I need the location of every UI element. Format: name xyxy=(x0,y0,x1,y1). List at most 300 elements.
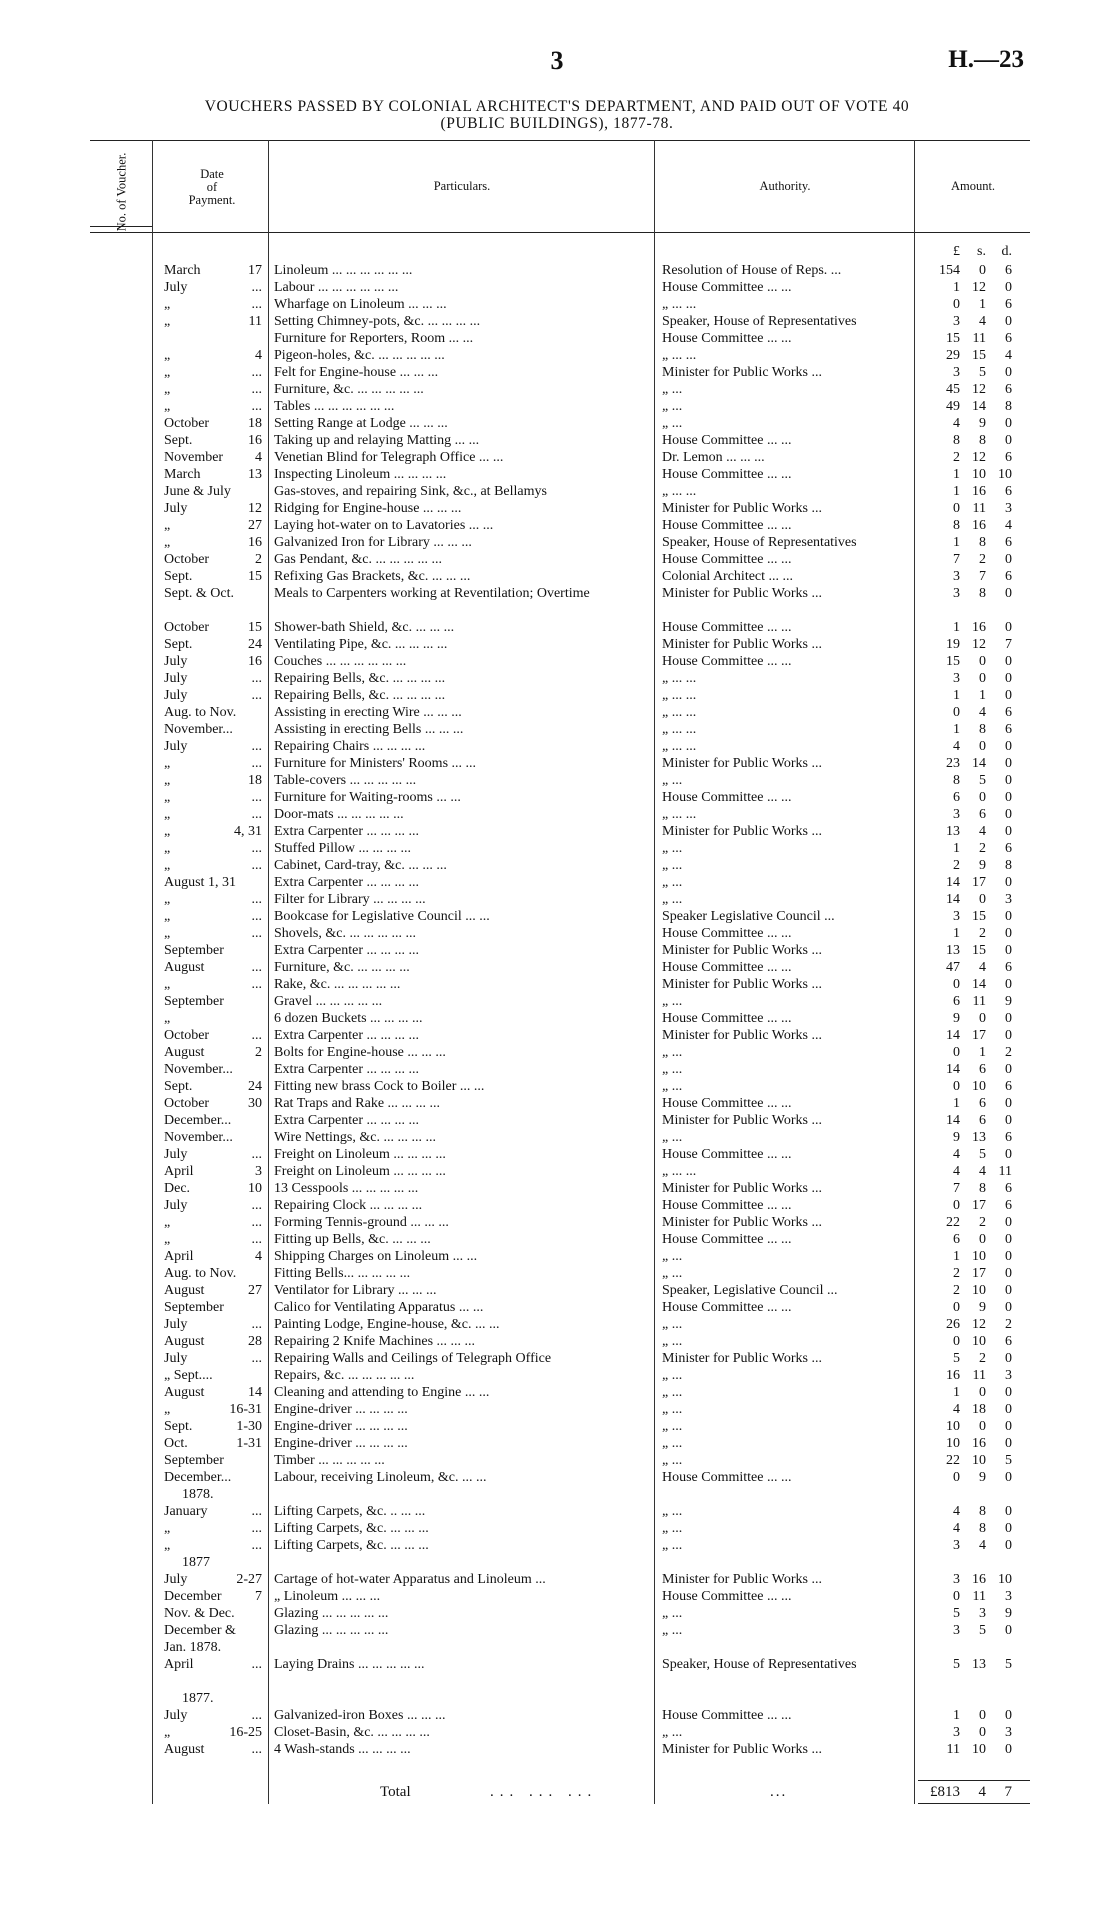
voucher-row xyxy=(0,296,1114,313)
amount-shillings: 10 xyxy=(972,1453,986,1468)
payment-month: Aug. to Nov. xyxy=(164,1266,237,1281)
voucher-row xyxy=(0,330,1114,347)
voucher-row xyxy=(0,670,1114,687)
particulars: Fitting new brass Cock to Boiler ... ... xyxy=(274,1079,485,1094)
amount-shillings: 10 xyxy=(972,1742,986,1757)
particulars: Ventilating Pipe, &c. ... ... ... ... xyxy=(274,637,448,652)
voucher-row xyxy=(0,534,1114,551)
particulars: 4 Wash-stands ... ... ... ... xyxy=(274,1742,411,1757)
amount-pence: 0 xyxy=(1005,1147,1012,1162)
particulars: Freight on Linoleum ... ... ... ... xyxy=(274,1164,446,1179)
amount-pence: 6 xyxy=(1005,535,1012,550)
authority: „ ... xyxy=(662,1725,683,1740)
payment-month: December... xyxy=(164,1113,232,1128)
authority: Colonial Architect ... ... xyxy=(662,569,794,584)
authority: „ ... xyxy=(662,1402,683,1417)
payment-month: December & xyxy=(164,1623,236,1638)
voucher-row xyxy=(0,908,1114,925)
amount-pounds: 4 xyxy=(953,416,960,431)
amount-pence: 0 xyxy=(1005,1402,1012,1417)
authority: „ ... xyxy=(662,858,683,873)
voucher-table-body xyxy=(0,262,1114,1758)
authority: Minister for Public Works ... xyxy=(662,637,822,652)
authority: Minister for Public Works ... xyxy=(662,756,822,771)
particulars: 13 Cesspools ... ... ... ... ... xyxy=(274,1181,419,1196)
amount-pence: 0 xyxy=(1005,365,1012,380)
amount-pounds: 4 xyxy=(953,1147,960,1162)
particulars: Repairing Bells, &c. ... ... ... ... xyxy=(274,671,446,686)
particulars: Table-covers ... ... ... ... ... xyxy=(274,773,417,788)
payment-month: „ xyxy=(164,773,171,788)
particulars: Bookcase for Legislative Council ... ... xyxy=(274,909,490,924)
amount-pence: 2 xyxy=(1005,1045,1012,1060)
authority: House Committee ... ... xyxy=(662,1232,792,1247)
amount-pounds: 3 xyxy=(953,1538,960,1553)
payment-month: July xyxy=(164,280,188,295)
voucher-row xyxy=(0,1333,1114,1350)
payment-month: „ xyxy=(164,807,171,822)
amount-pence: 6 xyxy=(1005,382,1012,397)
authority: „ ... xyxy=(662,1504,683,1519)
particulars: Extra Carpenter ... ... ... ... xyxy=(274,875,420,890)
authority: Speaker Legislative Council ... xyxy=(662,909,835,924)
amount-pounds: 14 xyxy=(946,1028,960,1043)
payment-day: 3 xyxy=(255,1164,262,1179)
payment-month: „ xyxy=(164,977,171,992)
amount-pence: 10 xyxy=(998,467,1012,482)
payment-month: November... xyxy=(164,1130,233,1145)
amount-pounds: 49 xyxy=(946,399,960,414)
amount-pence: 0 xyxy=(1005,1249,1012,1264)
voucher-row xyxy=(0,1520,1114,1537)
amount-pounds: 0 xyxy=(953,1079,960,1094)
amount-shillings: 6 xyxy=(979,1113,986,1128)
amount-pounds: 14 xyxy=(946,1113,960,1128)
amount-shillings: 12 xyxy=(972,280,986,295)
amount-pence: 6 xyxy=(1005,450,1012,465)
payment-day: ... xyxy=(251,790,262,805)
amount-pounds: 3 xyxy=(953,671,960,686)
voucher-row xyxy=(0,721,1114,738)
particulars: 6 dozen Buckets ... ... ... ... xyxy=(274,1011,423,1026)
voucher-row xyxy=(0,653,1114,670)
particulars: Rake, &c. ... ... ... ... ... xyxy=(274,977,401,992)
payment-month: „ xyxy=(164,1402,171,1417)
voucher-row xyxy=(0,1401,1114,1418)
payment-month: August xyxy=(164,1334,205,1349)
amount-pounds: 4 xyxy=(953,1164,960,1179)
amount-pence: 0 xyxy=(1005,1470,1012,1485)
voucher-row xyxy=(0,1316,1114,1333)
amount-pence: 0 xyxy=(1005,1351,1012,1366)
voucher-row xyxy=(0,1163,1114,1180)
amount-pounds: 3 xyxy=(953,314,960,329)
total-row xyxy=(0,1784,1114,1804)
payment-month: October xyxy=(164,1096,210,1111)
payment-month: 1878. xyxy=(182,1487,214,1502)
voucher-row xyxy=(0,313,1114,330)
amount-shillings: 10 xyxy=(972,1079,986,1094)
amount-pounds: 0 xyxy=(953,1334,960,1349)
authority: House Committee ... ... xyxy=(662,1470,792,1485)
voucher-row xyxy=(0,806,1114,823)
authority: House Committee ... ... xyxy=(662,790,792,805)
particulars: Furniture for Waiting-rooms ... ... xyxy=(274,790,461,805)
authority: House Committee ... ... xyxy=(662,518,792,533)
payment-month: „ xyxy=(164,1215,171,1230)
amount-pence: 6 xyxy=(1005,705,1012,720)
authority: House Committee ... ... xyxy=(662,620,792,635)
amount-pounds: 8 xyxy=(953,773,960,788)
amount-pence: 0 xyxy=(1005,620,1012,635)
date-column-header: Date of Payment. xyxy=(188,167,236,207)
payment-month: Sept. xyxy=(164,569,193,584)
payment-day: ... xyxy=(251,926,262,941)
voucher-row xyxy=(0,432,1114,449)
amount-pounds: 22 xyxy=(946,1215,960,1230)
voucher-row xyxy=(0,636,1114,653)
payment-month: Sept. & Oct. xyxy=(164,586,234,601)
authority: „ ... xyxy=(662,1249,683,1264)
particulars: Stuffed Pillow ... ... ... ... xyxy=(274,841,412,856)
amount-pounds: 0 xyxy=(953,1589,960,1604)
voucher-row xyxy=(0,1724,1114,1741)
voucher-row xyxy=(0,840,1114,857)
amount-pounds: 1 xyxy=(953,722,960,737)
payment-day: ... xyxy=(251,1028,262,1043)
amount-pounds: 6 xyxy=(953,994,960,1009)
payment-month: September xyxy=(164,1300,224,1315)
amount-shillings: 17 xyxy=(972,1266,986,1281)
amount-pence: 9 xyxy=(1005,994,1012,1009)
particulars: Extra Carpenter ... ... ... ... xyxy=(274,1062,420,1077)
payment-day: 4, 31 xyxy=(234,824,262,839)
amount-pounds: 2 xyxy=(953,858,960,873)
amount-pence: 0 xyxy=(1005,671,1012,686)
authority: House Committee ... ... xyxy=(662,467,792,482)
particulars: Lifting Carpets, &c. ... ... ... xyxy=(274,1521,429,1536)
amount-shillings: 14 xyxy=(972,977,986,992)
payment-month: „ xyxy=(164,1521,171,1536)
authority: Minister for Public Works ... xyxy=(662,1181,822,1196)
amount-pence: 6 xyxy=(1005,263,1012,278)
authority: House Committee ... ... xyxy=(662,1300,792,1315)
amount-shillings: 8 xyxy=(979,433,986,448)
voucher-row xyxy=(0,942,1114,959)
payment-day: ... xyxy=(251,1317,262,1332)
title-line-1: VOUCHERS PASSED BY COLONIAL ARCHITECT'S DEPARTMENT, AND PAID OUT OF VOTE 40 xyxy=(204,98,910,115)
authority: „ ... xyxy=(662,382,683,397)
amount-pence: 0 xyxy=(1005,1538,1012,1553)
particulars: Repairing Clock ... ... ... ... xyxy=(274,1198,423,1213)
amount-shillings: 8 xyxy=(979,1521,986,1536)
amount-shillings: 0 xyxy=(979,1232,986,1247)
authority: Minister for Public Works ... xyxy=(662,1028,822,1043)
amount-shillings: 11 xyxy=(972,1589,986,1604)
payment-day: 28 xyxy=(248,1334,262,1349)
payment-month: December... xyxy=(164,1470,232,1485)
voucher-row xyxy=(0,1588,1114,1605)
payment-day: 14 xyxy=(248,1385,262,1400)
particulars: Painting Lodge, Engine-house, &c. ... ... xyxy=(274,1317,500,1332)
particulars: Ridging for Engine-house ... ... ... xyxy=(274,501,462,516)
authority: „ ... xyxy=(662,1623,683,1638)
payment-month: July xyxy=(164,739,188,754)
payment-month: July xyxy=(164,1317,188,1332)
amount-pounds: 0 xyxy=(953,705,960,720)
amount-shillings: 0 xyxy=(979,1385,986,1400)
amount-pence: 0 xyxy=(1005,1232,1012,1247)
payment-month: Oct. xyxy=(164,1436,188,1451)
voucher-row xyxy=(0,1010,1114,1027)
voucher-row xyxy=(0,1282,1114,1299)
particulars: Filter for Library ... ... ... ... xyxy=(274,892,426,907)
amount-shillings: 9 xyxy=(979,1470,986,1485)
payment-month: July xyxy=(164,671,188,686)
amount-pounds: 1 xyxy=(953,1096,960,1111)
payment-month: October xyxy=(164,1028,210,1043)
payment-month: „ xyxy=(164,535,171,550)
amount-shillings: 15 xyxy=(972,909,986,924)
authority: Minister for Public Works ... xyxy=(662,824,822,839)
particulars: Furniture for Reporters, Room ... ... xyxy=(274,331,474,346)
amount-pence: 6 xyxy=(1005,569,1012,584)
amount-pounds: 5 xyxy=(953,1657,960,1672)
amount-shillings: 5 xyxy=(979,773,986,788)
authority: „ ... ... xyxy=(662,688,697,703)
amount-shillings: 5 xyxy=(979,1623,986,1638)
voucher-row xyxy=(0,551,1114,568)
authority: „ ... ... xyxy=(662,484,697,499)
authority: „ ... ... xyxy=(662,1164,697,1179)
amount-shillings: 6 xyxy=(979,1062,986,1077)
amount-shillings: 8 xyxy=(979,1181,986,1196)
amount-shillings: 4 xyxy=(979,824,986,839)
payment-day: ... xyxy=(251,365,262,380)
amount-pence: 5 xyxy=(1005,1453,1012,1468)
payment-day: ... xyxy=(251,1351,262,1366)
payment-day: 16-31 xyxy=(229,1402,262,1417)
payment-day: ... xyxy=(251,1708,262,1723)
amount-pounds: 9 xyxy=(953,1130,960,1145)
particulars: Felt for Engine-house ... ... ... xyxy=(274,365,439,380)
particulars: Furniture for Ministers' Rooms ... ... xyxy=(274,756,477,771)
particulars: Fitting up Bells, &c. ... ... ... xyxy=(274,1232,431,1247)
authority: „ ... xyxy=(662,994,683,1009)
header-top-rule xyxy=(90,140,1030,141)
amount-pence: 0 xyxy=(1005,977,1012,992)
payment-month: Nov. & Dec. xyxy=(164,1606,235,1621)
amount-pence: 0 xyxy=(1005,926,1012,941)
payment-month: „ xyxy=(164,365,171,380)
authority: Minister for Public Works ... xyxy=(662,1215,822,1230)
amount-shillings: 9 xyxy=(979,1300,986,1315)
amount-pounds: 47 xyxy=(946,960,960,975)
authority: „ ... xyxy=(662,1385,683,1400)
amount-pounds: 2 xyxy=(953,1266,960,1281)
amount-shillings: 0 xyxy=(979,1708,986,1723)
voucher-row xyxy=(0,1248,1114,1265)
amount-pounds: 2 xyxy=(953,450,960,465)
payment-month: „ xyxy=(164,518,171,533)
payment-month: July xyxy=(164,1351,188,1366)
voucher-row xyxy=(0,925,1114,942)
voucher-row xyxy=(0,687,1114,704)
amount-shillings: 10 xyxy=(972,467,986,482)
amount-pence: 0 xyxy=(1005,1266,1012,1281)
amount-pence: 4 xyxy=(1005,348,1012,363)
payment-month: April xyxy=(164,1249,194,1264)
payment-month: Aug. to Nov. xyxy=(164,705,237,720)
authority: „ ... xyxy=(662,1606,683,1621)
total-pounds: £813 xyxy=(930,1784,960,1800)
amount-pounds: 19 xyxy=(946,637,960,652)
payment-day: 16-25 xyxy=(229,1725,262,1740)
payment-month: October xyxy=(164,552,210,567)
payment-day: 18 xyxy=(248,416,262,431)
amount-pence: 6 xyxy=(1005,1130,1012,1145)
amount-pounds: 7 xyxy=(953,1181,960,1196)
particulars: Taking up and relaying Matting ... ... xyxy=(274,433,480,448)
voucher-row xyxy=(0,381,1114,398)
particulars: Couches ... ... ... ... ... ... xyxy=(274,654,407,669)
payment-month: January xyxy=(164,1504,208,1519)
particulars: Lifting Carpets, &c. ... ... ... xyxy=(274,1538,429,1553)
amount-shillings: 0 xyxy=(979,1725,986,1740)
amount-pence: 3 xyxy=(1005,501,1012,516)
voucher-row xyxy=(0,1027,1114,1044)
voucher-row xyxy=(0,262,1114,279)
payment-day: 4 xyxy=(255,450,262,465)
voucher-row xyxy=(0,755,1114,772)
amount-pence: 0 xyxy=(1005,1096,1012,1111)
voucher-row xyxy=(0,1605,1114,1622)
payment-month: „ xyxy=(164,841,171,856)
amount-pence: 0 xyxy=(1005,1215,1012,1230)
authority: „ ... ... xyxy=(662,722,697,737)
amount-pence: 6 xyxy=(1005,484,1012,499)
amount-shillings: 6 xyxy=(979,807,986,822)
amount-pounds: 14 xyxy=(946,875,960,890)
particulars: Furniture, &c. ... ... ... ... xyxy=(274,960,410,975)
amount-pence: 3 xyxy=(1005,1589,1012,1604)
amount-pounds: 4 xyxy=(953,739,960,754)
amount-pence: 6 xyxy=(1005,331,1012,346)
amount-pence: 0 xyxy=(1005,1385,1012,1400)
amount-shillings: 0 xyxy=(979,263,986,278)
amount-pounds: 22 xyxy=(946,1453,960,1468)
amount-pence: 0 xyxy=(1005,773,1012,788)
particulars: Extra Carpenter ... ... ... ... xyxy=(274,824,420,839)
payment-day: ... xyxy=(251,1232,262,1247)
amount-pence: 0 xyxy=(1005,654,1012,669)
voucher-row xyxy=(0,1452,1114,1469)
amount-pence: 8 xyxy=(1005,858,1012,873)
series-number: H.—23 xyxy=(948,46,1024,73)
particulars: Gas Pendant, &c. ... ... ... ... ... xyxy=(274,552,442,567)
amount-pence: 0 xyxy=(1005,1028,1012,1043)
amount-pounds: 1 xyxy=(953,535,960,550)
authority: „ ... xyxy=(662,416,683,431)
voucher-row xyxy=(0,483,1114,500)
authority: „ ... xyxy=(662,1453,683,1468)
page-number: 3 xyxy=(550,46,564,75)
amount-shillings: 3 xyxy=(979,1606,986,1621)
amount-pence: 0 xyxy=(1005,875,1012,890)
amount-pounds: 14 xyxy=(946,892,960,907)
particulars: Shovels, &c. ... ... ... ... ... xyxy=(274,926,416,941)
authority: Minister for Public Works ... xyxy=(662,943,822,958)
amount-shillings: 17 xyxy=(972,1198,986,1213)
particulars: Labour ... ... ... ... ... ... xyxy=(274,280,399,295)
authority: „ ... ... xyxy=(662,705,697,720)
amount-pounds: 4 xyxy=(953,1504,960,1519)
particulars: Engine-driver ... ... ... ... xyxy=(274,1436,408,1451)
amount-pence: 11 xyxy=(998,1164,1012,1179)
amount-pounds: 0 xyxy=(953,1045,960,1060)
amount-shillings: 8 xyxy=(979,535,986,550)
particulars: Ventilator for Library ... ... ... xyxy=(274,1283,437,1298)
payment-month: August xyxy=(164,960,205,975)
authority: „ ... ... xyxy=(662,348,697,363)
authority: „ ... xyxy=(662,875,683,890)
voucher-row xyxy=(0,1078,1114,1095)
voucher-row xyxy=(0,1622,1114,1639)
particulars: Repairing Chairs ... ... ... ... xyxy=(274,739,426,754)
amount-pence: 6 xyxy=(1005,1181,1012,1196)
payment-day: 24 xyxy=(248,637,262,652)
voucher-column-header: No. of Voucher. xyxy=(114,152,129,232)
voucher-row xyxy=(0,772,1114,789)
amount-pence: 6 xyxy=(1005,1198,1012,1213)
authority: „ ... xyxy=(662,399,683,414)
authority: Minister for Public Works ... xyxy=(662,365,822,380)
voucher-row xyxy=(0,1554,1114,1571)
particulars: Rat Traps and Rake ... ... ... ... xyxy=(274,1096,441,1111)
amount-pence: 0 xyxy=(1005,688,1012,703)
amount-pence: 6 xyxy=(1005,722,1012,737)
particulars: Cleaning and attending to Engine ... ... xyxy=(274,1385,490,1400)
total-dots: ... ... ... xyxy=(490,1784,598,1800)
authority: Speaker, House of Representatives xyxy=(662,1657,857,1672)
particulars: Setting Chimney-pots, &c. ... ... ... ... xyxy=(274,314,481,329)
payment-day: ... xyxy=(251,1538,262,1553)
amount-shillings: 0 xyxy=(979,739,986,754)
amount-pence: 0 xyxy=(1005,314,1012,329)
payment-month: Sept. xyxy=(164,637,193,652)
amount-pence: 8 xyxy=(1005,399,1012,414)
authority: Minister for Public Works ... xyxy=(662,586,822,601)
particulars: Shipping Charges on Linoleum ... ... xyxy=(274,1249,478,1264)
amount-pounds: 23 xyxy=(946,756,960,771)
particulars: Lifting Carpets, &c. .. ... ... xyxy=(274,1504,426,1519)
amount-shillings: 2 xyxy=(979,841,986,856)
amount-pounds: 15 xyxy=(946,654,960,669)
voucher-row xyxy=(0,347,1114,364)
payment-day: 13 xyxy=(248,467,262,482)
payment-day: 18 xyxy=(248,773,262,788)
payment-month: „ xyxy=(164,909,171,924)
voucher-row xyxy=(0,1418,1114,1435)
payment-month: „ xyxy=(164,1011,171,1026)
voucher-row xyxy=(0,585,1114,619)
payment-day: 27 xyxy=(248,1283,262,1298)
voucher-row xyxy=(0,976,1114,993)
amount-pounds: 0 xyxy=(953,1198,960,1213)
particulars: Door-mats ... ... ... ... ... xyxy=(274,807,404,822)
amount-shillings: 0 xyxy=(979,1011,986,1026)
particulars: Assisting in erecting Wire ... ... ... xyxy=(274,705,462,720)
